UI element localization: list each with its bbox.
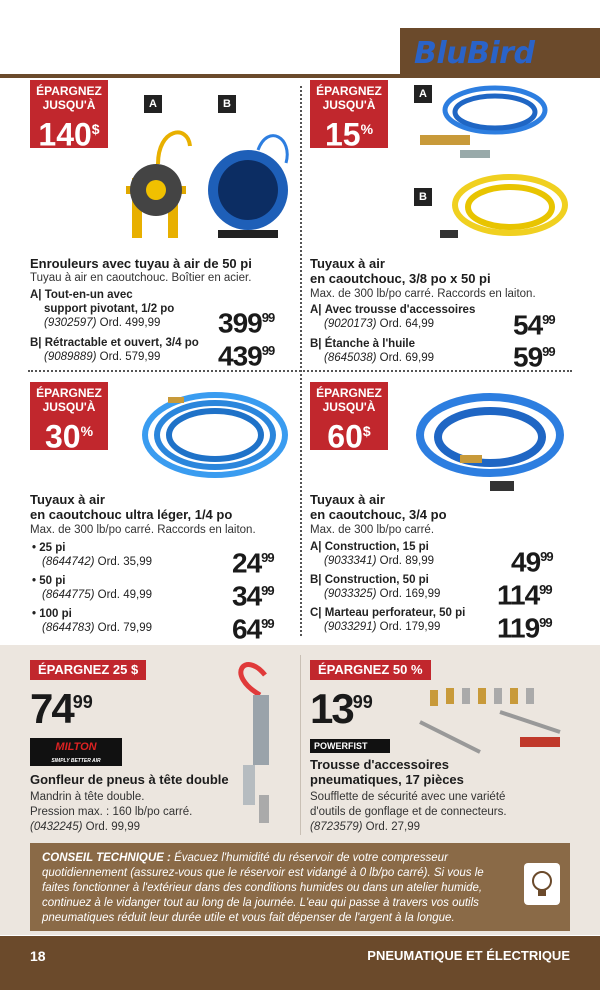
- price-c: $119^{99}$: [497, 612, 552, 644]
- badge-line2: JUSQU'À: [322, 98, 376, 112]
- badge-amount: 140$: [38, 116, 100, 153]
- product-title: Tuyaux à air en caoutchouc ultra léger, 1/4 po: [30, 492, 233, 522]
- fittings: [420, 135, 470, 145]
- product-desc: Max. de 300 lb/po carré. Raccords en laiton.: [30, 524, 256, 536]
- hose-reel-image: [118, 118, 298, 246]
- bulb-base: [538, 890, 546, 896]
- fitting-1: [430, 690, 438, 706]
- product-desc-1: Soufflette de sécurité avec une variété: [310, 791, 506, 803]
- product-title: Tuyaux à air en caoutchouc, 3/8 po x 50 pi: [310, 256, 491, 286]
- price-b: $114^{99}$: [497, 579, 552, 611]
- blow-gun: [460, 150, 490, 158]
- badge-line2: JUSQU'À: [42, 400, 96, 414]
- product-sku: (0432245) Ord. 99,99: [30, 821, 140, 833]
- variant-b: B| Rétractable et ouvert, 3/4 po (9089889) Ord. 579,99: [30, 337, 199, 363]
- price-a: $49^{99}$: [511, 546, 553, 578]
- variant-100: • 100 pi (8644783) Ord. 79,99: [32, 608, 152, 634]
- badge-line1: ÉPARGNEZ: [36, 84, 102, 98]
- product-title: Enrouleurs avec tuyau à air de 50 pi: [30, 256, 252, 271]
- price: $74^{99}$: [30, 685, 93, 732]
- product-desc: Max. de 300 lb/po carré.: [310, 524, 435, 536]
- ultra-hose-image: [120, 385, 295, 485]
- fitting-6: [510, 688, 518, 704]
- fitting-7: [526, 688, 534, 704]
- product-desc-2: Pression max. : 160 lb/po carré.: [30, 806, 193, 818]
- blue-hose-coil-2: [455, 96, 535, 128]
- badge-line1: ÉPARGNEZ: [36, 386, 102, 400]
- nozzle-1: [420, 722, 480, 752]
- hose-coil-inner: [438, 411, 542, 463]
- fitting-3: [462, 688, 470, 704]
- fitting-5: [494, 688, 502, 704]
- tag-a: A: [414, 85, 432, 103]
- reel-a-hose: [158, 132, 190, 164]
- savings-badge: [310, 80, 388, 153]
- product-desc: Tuyau à air en caoutchouc. Boîtier en acier.: [30, 272, 252, 284]
- reel-a-hub: [146, 180, 166, 200]
- hose-end: [490, 481, 514, 491]
- horizontal-divider: [28, 370, 572, 372]
- badge-line2: JUSQU'À: [42, 98, 96, 112]
- price-a: $54^{99}$: [513, 309, 555, 341]
- product-title: Gonfleur de pneus à tête double: [30, 772, 229, 787]
- variant-a: A| Construction, 15 pi (9033341) Ord. 89,99: [310, 541, 434, 567]
- yellow-hose-coil-2: [468, 187, 552, 227]
- variant-25: • 25 pi (8644742) Ord. 35,99: [32, 542, 152, 568]
- brown-rule: [0, 74, 600, 78]
- product-sku: (8723579) Ord. 27,99: [310, 821, 420, 833]
- hose-end: [440, 230, 458, 238]
- price-50: $34^{99}$: [232, 580, 274, 612]
- badge-amount: 15%: [324, 116, 374, 153]
- price-25: $24^{99}$: [232, 547, 274, 579]
- variant-b: B| Construction, 50 pi (9033325) Ord. 169,99: [310, 574, 441, 600]
- savings-badge: [30, 382, 108, 455]
- nozzle-2: [500, 712, 560, 732]
- tip-label: CONSEIL TECHNIQUE :: [42, 852, 171, 864]
- lightbulb-icon: [524, 863, 560, 905]
- product-desc-1: Mandrin à tête double.: [30, 791, 145, 803]
- hose-coil-inner: [169, 411, 261, 459]
- product-title: Tuyaux à air en caoutchouc, 3/4 po: [310, 492, 447, 522]
- page-number: 18: [30, 948, 46, 964]
- promo-divider: [300, 655, 301, 835]
- variant-a: A| Avec trousse d'accessoires (9020173) Ord. 64,99: [310, 304, 476, 330]
- product-title: Trousse d'accessoires pneumatiques, 17 pièces: [310, 757, 464, 787]
- inflator-gauge: [253, 695, 269, 765]
- badge-amount: 30%: [44, 418, 94, 455]
- powerfist-logo: POWERFIST: [310, 739, 390, 753]
- page-footer: [0, 936, 600, 990]
- hose-fitting: [168, 397, 184, 403]
- blow-gun: [520, 737, 560, 747]
- variant-c: C| Marteau perforateur, 50 pi (9033291) Ord. 179,99: [310, 607, 466, 633]
- variant-b: B| Étanche à l'huile (8645038) Ord. 69,99: [310, 338, 434, 364]
- variant-50: • 50 pi (8644775) Ord. 49,99: [32, 575, 152, 601]
- heavy-hose-image: [400, 385, 575, 500]
- price: $13^{99}$: [310, 685, 373, 732]
- badge-line1: ÉPARGNEZ: [316, 386, 382, 400]
- price-a: $399^{99}$: [218, 307, 275, 339]
- savings-label: ÉPARGNEZ 25 $: [30, 660, 146, 680]
- accessory-kit-image: [410, 682, 575, 762]
- savings-badge: [30, 80, 108, 153]
- variant-a: A| Tout-en-un avec support pivotant, 1/2 po (9302597) Ord. 499,99: [30, 289, 175, 329]
- inflator-handle: [243, 765, 255, 805]
- badge-amount: 60$: [327, 418, 371, 455]
- tire-inflator-image: [215, 655, 295, 825]
- bulb-glass: [533, 872, 551, 890]
- brand-logo: BluBird: [414, 36, 535, 71]
- tip-text: Évacuez l'humidité du réservoir de votre compresseur quotidiennement (assurez-vous que le réservoir est vidangé à 0 lb/po carré). Si vous le faites fonctionner à l'extérieur dans des conditions humides ou dans un atelier humide, continuez à le vidanger tout au long de la journée. L'eau qui passe à travers vos outils pneumatiques réduit leur durée utile et vous fait dépenser de l'argent à la longue.: [42, 852, 484, 924]
- tag-b: B: [414, 188, 432, 206]
- hose-fitting: [460, 455, 482, 463]
- badge-line2: JUSQU'À: [322, 400, 376, 414]
- milton-logo: MILTON SIMPLY BETTER AIR: [30, 738, 122, 766]
- inflator-chuck: [259, 795, 269, 823]
- vertical-divider: [300, 86, 302, 636]
- fitting-4: [478, 688, 486, 704]
- product-desc: Max. de 300 lb/po carré. Raccords en laiton.: [310, 288, 536, 300]
- badge-line1: ÉPARGNEZ: [316, 84, 382, 98]
- reel-b-base: [218, 230, 278, 238]
- air-hose-image: [400, 80, 575, 250]
- tag-a: A: [144, 95, 162, 113]
- price-b: $439^{99}$: [218, 340, 275, 372]
- price-b: $59^{99}$: [513, 341, 555, 373]
- savings-label: ÉPARGNEZ 50 %: [310, 660, 431, 680]
- product-desc-2: d'outils de gonflage et de connecteurs.: [310, 806, 507, 818]
- section-title: PNEUMATIQUE ET ÉLECTRIQUE: [367, 948, 570, 963]
- price-100: $64^{99}$: [232, 613, 274, 645]
- savings-badge: [310, 382, 388, 455]
- technical-tip: [30, 843, 570, 931]
- inflator-hose: [241, 665, 265, 695]
- fitting-2: [446, 688, 454, 704]
- tag-b: B: [218, 95, 236, 113]
- reel-b-inner: [218, 160, 278, 220]
